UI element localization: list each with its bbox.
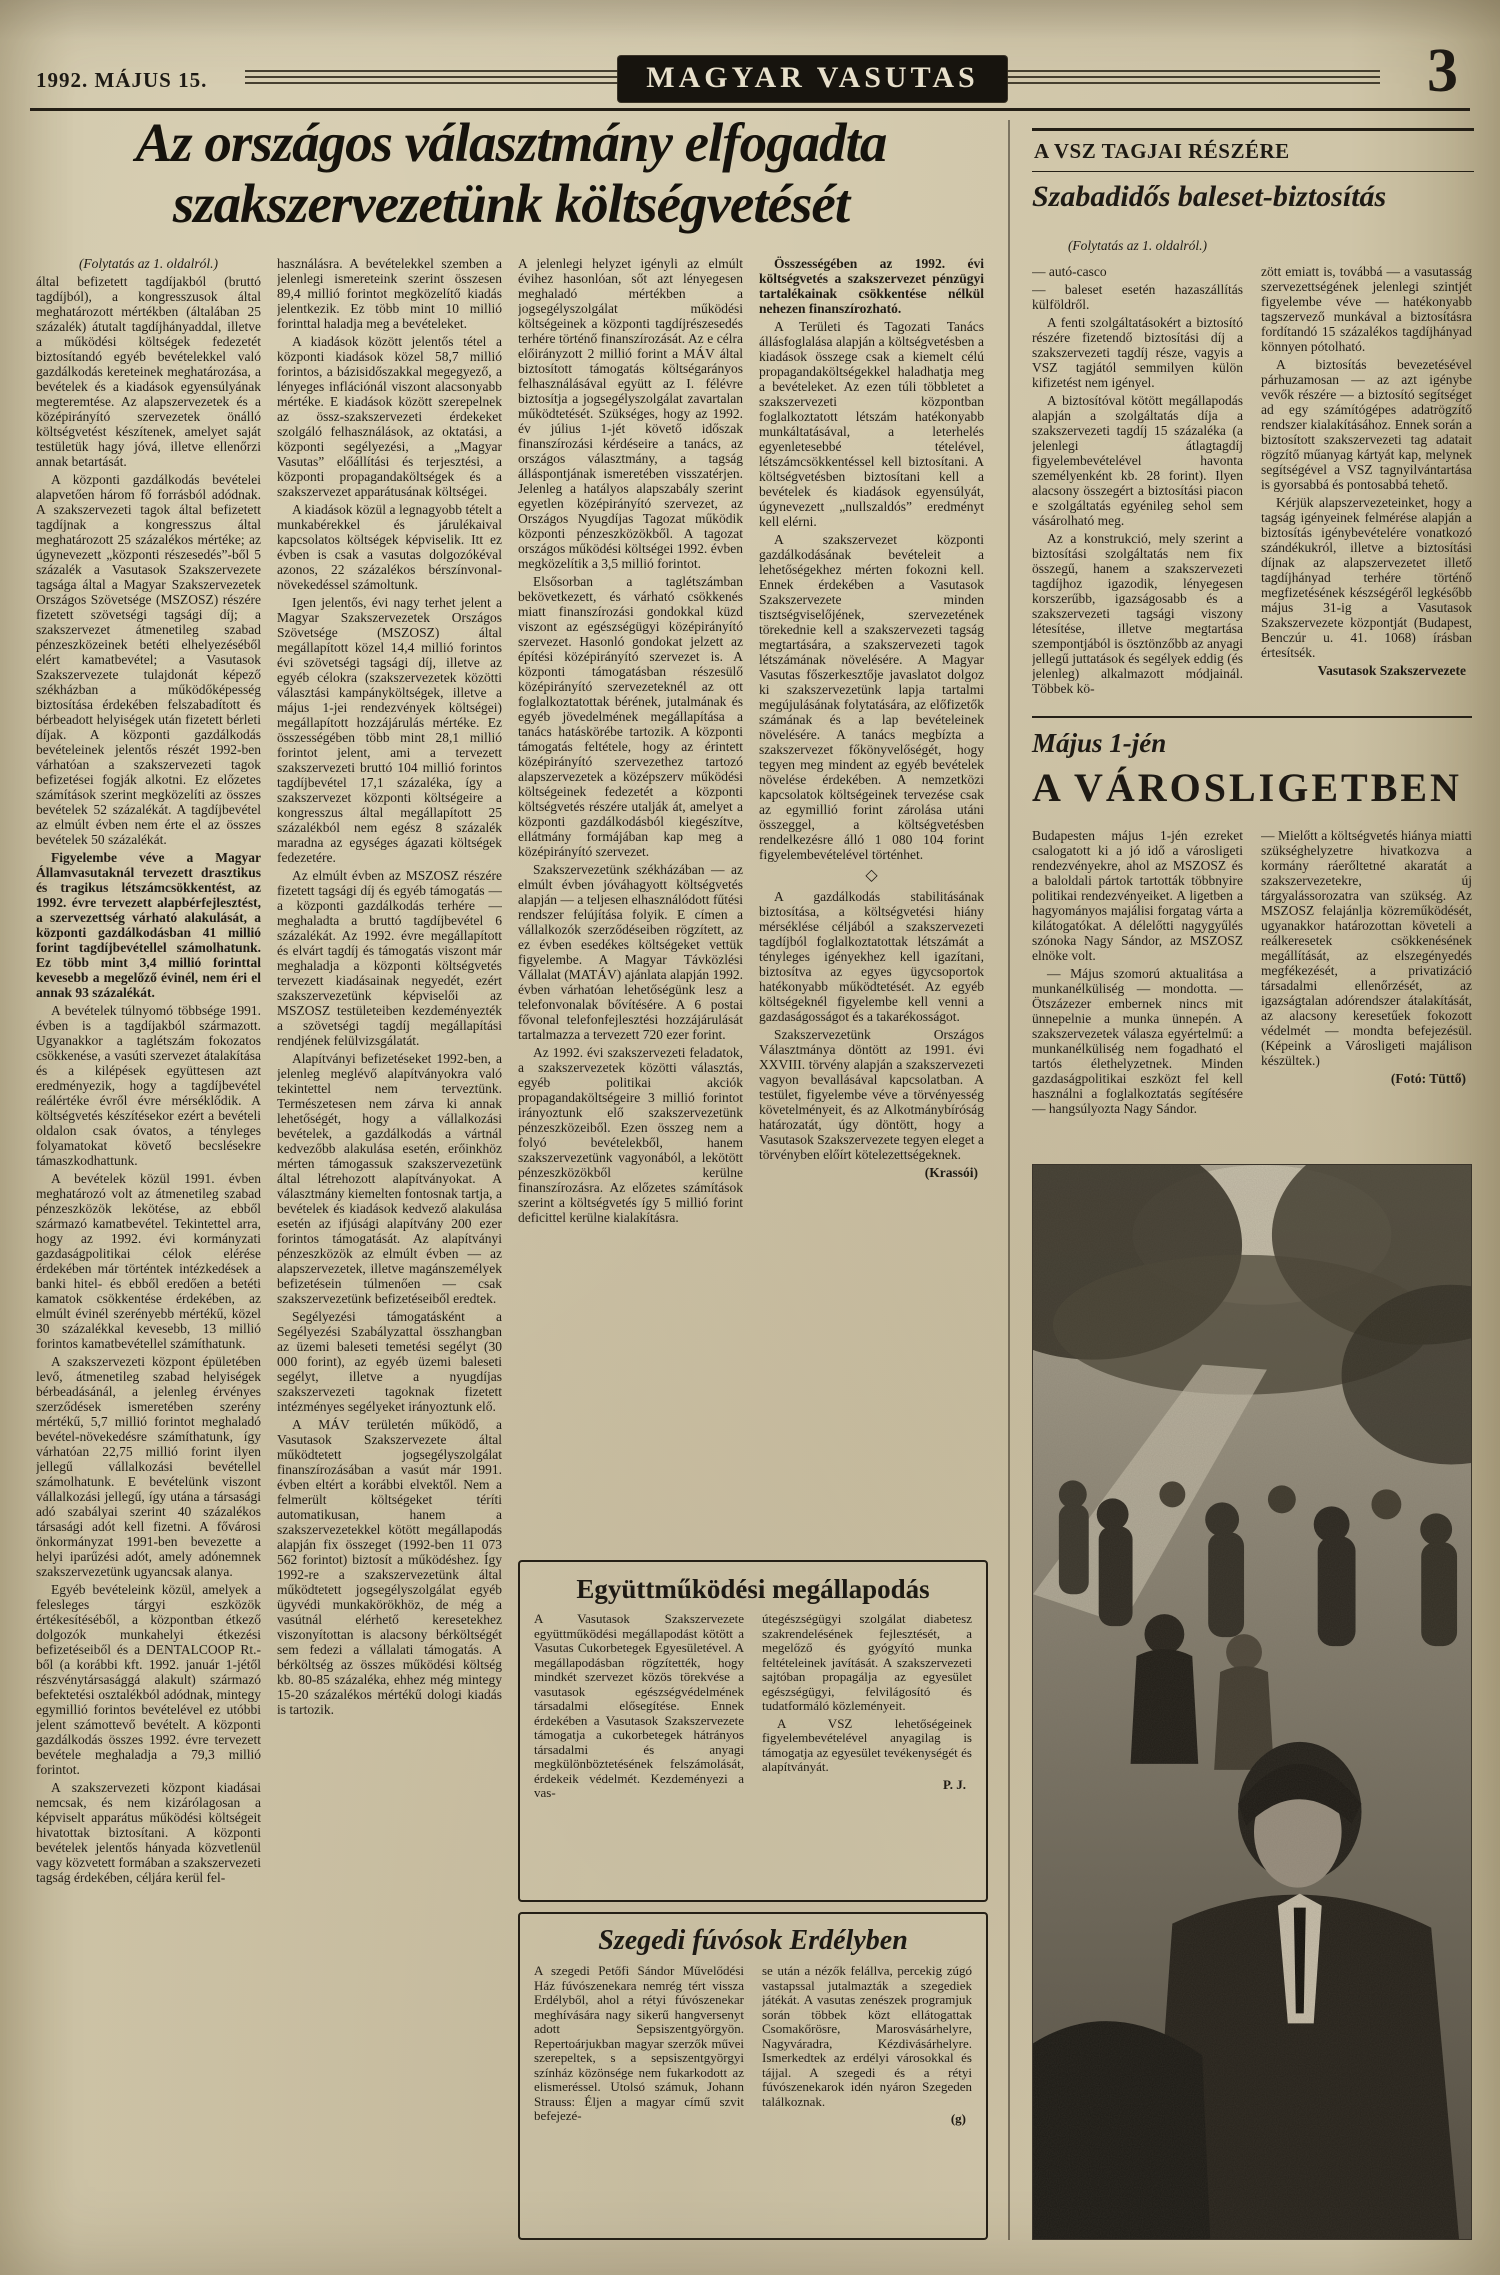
mayday-column-2 — [1261, 828, 1472, 1154]
paragraph: A bevételek túlnyomó többsége 1991. évben is a tagdíjakból származott. Ugyanakkor a taglétszám fokozatos csökkenése, a vasúti szervezet átalakítása és a kilépések együttesen azt eredményezik, hogy a tagdíjbevétel reálértéke évről évre mérséklődik. A költségvetés készítésekor ezért a bevételi oldalon csak óvatos, a tényleges folyamatokat követő becslésekre támaszkodhattunk. — [36, 1003, 261, 1168]
paragraph: Az 1992. évi szakszervezeti feladatok, a szakszervezetek közötti választás, egyéb politikai akciók propagandaköltségeire 3 millió forintot irányoztunk elő szakszervezetünk pénzeszközeiből. Ezen összeg nem a folyó bevételekből, hanem szakszervezetünk vagyonából, a lekötött pénzeszközökből kerülne finanszírozásra. Az előzetes számítások szerint a költségvetés így 5 millió forint deficittel kerülne kialakításra. — [518, 1045, 743, 1225]
szeged-headline: Szegedi fúvósok Erdélyben — [598, 1925, 908, 1956]
paragraph: Alapítványi befizetéseket 1992-ben, a jelenleg meglévő alapítványokra való tekintettel nem terveztünk. Természetesen nem zárva ki annak lehetőségét, hogy a vállalkozási bevételek, a gazdálkodás a vártnál kedvezőbb alakulása esetén, erőinkhöz mérten támogassuk szakszervezetünk által létrehozott alapítványokat. A választmány kiemelten fontosnak tartja, a bevételek és kiadások kedvező alakulása esetén az ifjúsági alapítvány 200 ezer forintos támogatását. Az alapítványi pénzeszközök az elmúlt évben — az alapszervezetek, illetve magánszemélyek befizetésein túlmenően — csak szakszervezetünk befizetéseiből eredtek. — [277, 1051, 502, 1306]
majalis-photo — [1032, 1164, 1472, 2240]
paragraph: Segélyezési támogatásként a Segélyezési Szabályzattal összhangban az üzemi baleseti temetési segélyt (30 000 forint), az egyéb üzemi baleseti segélyt, illetve a nyugdíjas szakszervezeti tagoknak fizetett intézményes segélyeket irányoztunk elő. — [277, 1309, 502, 1414]
cooperation-article-box — [518, 1560, 988, 1902]
photo-image — [1033, 1165, 1471, 2239]
paragraph: A szakszervezet központi gazdálkodásának bevételeit a lehetőségekhez mérten fokozni kell. Ennek érdekében a Vasutasok Szakszervezete minden tisztségviselőjének, szervezetének törekednie kell a szakszervezeti tagság megtartására, a szakszervezeti tagok létszámának növelésére. A Magyar Vasutas főszerkesztője javaslatot dolgoz ki szakszervezetünk lapja tartalmi megújulásának folytatására, az előfizetők számának és a lap bevételeinek növelésére. A tanács megbízta a szakszervezet főkönyvelőségét, hogy tegyen meg mindent az egyéb bevételek növelése érdekében. A nemzetközi kapcsolatok költségeinek tervezése csak az egymillió forint zárolása utáni összeggel, a költségvetésben rendelkezésre álló 1 080 104 forint figyelembevételével történhet. — [759, 532, 984, 862]
masthead-title: MAGYAR VASUTAS — [618, 56, 1006, 102]
paragraph: A MÁV területén működő, a Vasutasok Szakszervezete által működtetett jogsegélyszolgálat finanszírozásában a vasút már 1991. évben eltért a korábbi elvektől. Nem a felmerült költségeket téríti automatikusan, hanem a szakszervezetekkel kötött megállapodás alapján fix összeget (1992-ben 11 073 562 forintot) biztosít a működéshez. Így 1992-re a szakszervezetünk által működtetett jogsegélyszolgálat egyéb ügyvédi munkakörökhöz, de még a vasútnál elérhető keresetekhez viszonyítottan is alacsony bérköltségét sem fedezi a vállalati támogatás. A bérköltség az összes működési költség kb. 80-85 százaléka, ehhez még mintegy 15-20 százalékos mértékű dologi kiadás is tartozik. — [277, 1417, 502, 1717]
cooperation-col-1 — [534, 1612, 744, 1804]
szeged-article-box — [518, 1912, 988, 2240]
paragraph: A VSZ lehetőségeinek figyelembevételével anyagilag is támogatja az egyesület tevékenységét és alapítványát. — [762, 1715, 972, 1774]
main-article-column-4 — [759, 256, 984, 1548]
cooperation-col-2 — [762, 1612, 972, 1795]
continuation-note: (Folytatás az 1. oldalról.) — [78, 256, 219, 271]
mayday-headline: A VÁROSLIGETBEN — [1032, 765, 1462, 810]
sidebar-section-rule — [1032, 716, 1472, 718]
paragraph: A szakszervezeti központ kiadásai nemcsak, és nem kizárólagosan a képviselt apparátus működési költségeit hivatottak biztosítani. A központi bevételek jelentős hányada közvetlenül vagy közvetett formában a szakszervezeti tagság érdekében, céljára kerül fel- — [36, 1780, 261, 1885]
paragraph: — Május szomorú aktualitása a munkanélküliség — mondotta. — Ötszázezer embernek nincs mit ünnepelnie a munka ünnepén. A szakszervezetek válasza egyértelmű: a munkanélküliség nem fogadható el tartós élethelyzetnek. Minden gazdaságpolitikai eszközt fel kell használni a foglalkoztatás segítésére — hangsúlyozta Nagy Sándor. — [1032, 966, 1243, 1116]
insurance-continuation-note: (Folytatás az 1. oldalról.) — [1067, 238, 1208, 253]
paragraph: ◇ — [865, 867, 878, 884]
paragraph: Igen jelentős, évi nagy terhet jelent a Magyar Szakszervezetek Országos Szövetsége (MSZOSZ) által megállapított közel 14,4 millió forintos évi szövetségi tagsági díj, illetve az egyéb célokra (szakszervezetek közötti választási kampányköltségek, illetve a május 1-jei rendezvények költségei) megállapított hozzájárulás mértéke. Ez összességében több mint 28,1 millió forintot jelent, ami a tervezett szakszervezeti bruttó 104 millió forintos tagdíjbevétel 17,1 százaléka, így a szakszervezet központi költségeire a kongresszus által megállapított 25 százalékból nem egész 8 százalék maradna az egységes ágazati költségek fedezetére. — [277, 595, 502, 865]
paragraph: A szegedi Petőfi Sándor Művelődési Ház fúvószenekara nemrég tért vissza Erdélyből, ahol a rétyi fúvószenekar meghívására nagy sikerű hangversenyt adott Sepsiszentgyörgyön. Repertoárjukban magyar szerzők művei szerepeltek, s a sepsiszentgyörgyi színház közönsége nem fukarkodott az elismeréssel. Utolsó számuk, Johann Strauss: Éljen a magyar című szvit befejezé- — [534, 1964, 744, 2123]
paragraph: (Krassói) — [924, 1165, 978, 1180]
paragraph: használásra. A bevételekkel szemben a jelenlegi ismereteink szerint összesen 89,4 millió forintot megközelítő kiadás jelentkezik. Ez több mint 10 millió forinttal haladja meg a bevételeket. — [277, 256, 502, 331]
main-article-column-1 — [36, 256, 261, 2238]
paragraph: Vasutasok Szakszervezete — [1317, 663, 1466, 678]
paragraph: A központi gazdálkodás bevételei alapvetően három fő forrásból adódnak. A szakszervezeti tagok által befizetett tagdíjnak a kongresszus által meghatározott 25 százalékos mértéke; az úgynevezett „központi részesedés”-ből 5 százalék a Vasutasok Szakszervezete tagsága által a Magyar Szakszervezetek Országos Szövetsége (MSZOSZ) részére fizetett szövetségi tagsági díj; a szakszervezet átmenetileg szabad pénzeszközeinek betéti elhelyezéséből elért kamatbevétel; a Vasutasok Szakszervezete tulajdonát képező székházban a működőképesség biztosítása érdekében felszabadított és bérbeadott helyiségek után fizetett bérleti díjak. A központi gazdálkodás bevételeinek jelentős részét 1992-ben várhatóan a szakszervezeti tagok befizetései fogják alkotni. Ez előzetes számítások szerint megközelíti az összes bevételek 52 százalékát. A tagdíjbevétel az elmúlt évben nem érte el az összes bevételek 50 százalékát. — [36, 472, 261, 847]
main-headline-line-2: szakszervezetünk költségvetését — [172, 173, 850, 234]
paragraph: — baleset esetén hazaszállítás külföldről. — [1032, 282, 1243, 312]
paragraph: útegészségügyi szolgálat diabetesz szakrendelésének fejlesztését, a megelőző és gyógyító munka feltételeinek javítását. A szakszervezeti sajtóban propagálja az egyesület egészségügyi, felvilágosító és tudatformáló közleményeit. — [762, 1612, 972, 1713]
paragraph: A fenti szolgáltatásokért a biztosító részére fizetendő biztosítási díj a szakszervezeti tagdíj része, vagyis a VSZ tagjától semmilyen külön kifizetést nem igényel. — [1032, 315, 1243, 390]
cooperation-headline: Együttműködési megállapodás — [576, 1574, 930, 1604]
masthead-rule-right — [1007, 70, 1380, 88]
mayday-column-1 — [1032, 828, 1243, 1154]
vsz-kicker: A VSZ TAGJAI RÉSZÉRE — [1032, 128, 1474, 172]
paragraph: A szakszervezeti központ épületében levő, átmenetileg szabad helyiségek bérbeadásánál, a jelenleg érvényes szerződések ismeretében szerény mértékű, 5,7 millió forintot meghaladó bevétel-növekedésre számíthatunk, így várhatóan 22,75 millió forint ilyen jellegű vállalkozási bevétellel számolhatunk. E bevételünk viszont vállalkozási jellegű, így utána a társasági adó szabályai szerint 40 százalékos társasági adót kell fizetni. A fővárosi önkormányzat 1991-ben bevezette a helyi iparűzési adót, amely adónemnek szakszervezetünk ugyancsak alanya. — [36, 1354, 261, 1579]
main-headline-line-1: Az országos választmány elfogadta — [135, 112, 887, 173]
paragraph: Figyelembe véve a Magyar Államvasutaknál tervezett drasztikus és tragikus létszámcsökkentést, az 1992. évre tervezett alapbérfejlesztést, a szervezettség várható alakulását, a központi gazdálkodásban 41 millió forint tagdíjbevétellel számolhatunk. Ez több mint 3,4 millió forinttal kevesebb a megelőző évinél, nem éri el annak 93 százalékát. — [36, 850, 261, 1000]
paragraph: A Vasutasok Szakszervezete együttműködési megállapodást kötött a Vasutas Cukorbetegek Egyesületével. A megállapodásban rögzítették, hogy mindkét szervezet közös törekvése a vasutasok egészségvédelmének társadalmi elősegítése. Ennek érdekében a Vasutasok Szakszervezete támogatja a cukorbetegek hátrányos társadalmi és anyagi megkülönböztetésének felszámolását, érdekeik védelmét. Kezdeményezi a vas- — [534, 1612, 744, 1800]
main-headline — [36, 112, 986, 234]
main-article-col1-text — [36, 274, 261, 1885]
paragraph: A bevételek közül 1991. évben meghatározó volt az átmenetileg szabad pénzeszközök lekötése, az ebből származó kamatbevétel. Tekintettel arra, hogy az 1992. évi kormányzati gazdaságpolitikai célok elérése érdekében már történtek intézkedések a banki hitel- és ebből eredően a betéti kamatok csökkentése érdekében, az elmúlt évinél szerényebb mértékű, közel 30 százalékkal kevesebb, 13 millió forintos kamatbevétellel számíthatunk. — [36, 1171, 261, 1351]
paragraph: A Területi és Tagozati Tanács állásfoglalása alapján a költségvetésben a kiadások összege csak a kiemelt célú propagandaköltségekkel haladhatja meg a bevételeket. Az ezen túli többletet a szakszervezeti központban foglalkoztatott létszám hatékonyabb munkáltatásával, a leterhelés egyenletesebbé tételével, létszámcsökkentéssel kell biztosítani. A költségvetésben biztosítani kell a bevételek és kiadások egyensúlyát, úgynevezett „nullszaldós” eredményt kell elérni. — [759, 319, 984, 529]
paragraph: (g) — [950, 2111, 966, 2126]
paragraph: A gazdálkodás stabilitásának biztosítása, a költségvetési hiány mérséklése céljából a szakszervezeti tagdíjból foglalkoztatottak létszámát a tényleges igényekhez kell igazítani, biztosítva az egyes ügycsoportok hatékonyabb működtetését. Az egyéb költségeknél figyelembe kell venni a gazdaságosságot és a takarékosságot. — [759, 889, 984, 1024]
paragraph: Az a konstrukció, mely szerint a biztosítási szolgáltatás nem fix összegű, hanem a szakszervezeti tagdíjhoz igazodik, lényegesen korszerűbb, igazságosabb és a szakszervezeti tagsági viszony létesítése, illetve megtartása szempontjából is ösztönzőbb az anyagi jellegű juttatások és segélyek eddig (és jelenleg) alkalmazott módjainál. Többek kö- — [1032, 531, 1243, 696]
paragraph: Szakszervezetünk székházában — az elmúlt évben jóváhagyott költségvetés alapján — a teljesen elhasználódott fűtési rendszer felújítása folyik. E címen a vállalkozók szerződéseiben rögzített, az ez évben esedékes költségeket vettük figyelembe. A Magyar Távközlési Vállalat (MATÁV) ajánlata alapján 1992. évben várhatóan lehetőségünk lesz a telefonvonalak bővítésére. A 6 postai fővonal telefonfejlesztési hozzájárulását tartalmazza a tervezett 720 ezer forint. — [518, 862, 743, 1042]
paragraph: A kiadások közül a legnagyobb tételt a munkabérekkel és járulékaival kapcsolatos költségek képviselik. Itt ez évben is csak a vasutas dolgozókéval azonos, 22 százalékos bérszínvonal-növekedéssel számoltunk. — [277, 502, 502, 592]
paragraph: A biztosítás bevezetésével párhuzamosan — az azt igénybe vevők részére — a biztosító segítséget ad egy számítógépes adatrögzítő rendszer kialakításához. Ennek során a biztosított szakszervezeti tag adatait rögzítő műanyag kártyát kap, melynek segítségével a VSZ tagnyilvántartása is gyorsabbá és pontosabbá tehető. — [1261, 357, 1472, 492]
paragraph: A jelenlegi helyzet igényli az elmúlt évihez hasonlóan, sőt azt lényegesen meghaladó mértékben a jogsegélyszolgálat működési költségeinek a központi tagdíjrészesedés terhére történő finanszírozását. Az e célra előirányzott 2 millió forint a MÁV által biztosított támogatás költségarányos felhasználásával együtt az I. félévre biztosítja a jogsegélyszolgálat zavartalan működtetését. Szükséges, hogy az 1992. év július 1-jét követő időszak finanszírozási kérdéseire a tanács, az országos választmány, a tagság álláspontjának ismeretében visszatérjen. Jelenleg a hatályos alapszabály szerint egyetlen középirányító szervezet, az Országos Nyugdíjas Tagozat működik központi pénzeszközökből. A tagozat országos működési költségei 1992. évben megközelítik a 3,5 millió forintot. — [518, 256, 743, 571]
paragraph: által befizetett tagdíjakból (bruttó tagdíjból), a kongresszusok által meghatározott mértékben (általában 25 százalék) átutalt tagdíjhányaddal, illetve a működési költségek fedezetét biztosítandó egyéb bevételekkel való gazdálkodás kereteinek meghatározása, a bevételek és a kiadások egyensúlyának megteremtése. Az alapszervezetek és a középirányító szervezetek önálló költségvetést készítenek, amelyet saját testületük hagy jóvá, illetve ellenőrzi annak betartását. — [36, 274, 261, 469]
masthead-rule-left — [245, 70, 618, 88]
header-rule — [30, 108, 1470, 111]
paragraph: Egyéb bevételeink közül, amelyek a felesleges tárgyi eszközök értékesítéséből, a központban étkező dolgozók munkahelyi étkezési befizetéseiből és a DENTALCOOP Rt.-ből (a korábbi kft. 1992. január 1-jétől részvénytársasággá alakult) származó befektetési osztalékból adódnak, mintegy egymillió forintos bevételével ez utóbbi jelent számottevő bevételt. A központi gazdálkodás összes 1992. évre tervezett bevétele meghaladja a 79,3 millió forintot. — [36, 1582, 261, 1777]
mayday-kicker: Május 1-jén — [1032, 728, 1167, 758]
main-article-column-3 — [518, 256, 743, 1548]
masthead — [245, 56, 1380, 102]
paragraph: zött emiatt is, továbbá — a vasutasság szervezettségének jelenlegi szintjét figyelembe véve — hatékonyabb tagszervező munkával a biztosításra fordítandó 15 százalékos tagdíjhányad könnyen pótolható. — [1261, 264, 1472, 354]
paragraph: Kérjük alapszervezeteinket, hogy a tagság igényeinek felmérése alapján a biztosítás igénybevételére vonatkozó szándékukról, illetve a biztosítási díjnak az alapszervezetet illető tagdíjhányad terhére történő megfizetésének készségéről legkésőbb május 31-ig a Vasutasok Szakszervezete központját (Budapest, Benczúr u. 41. 1068) írásban értesítsék. — [1261, 495, 1472, 660]
paragraph: P. J. — [943, 1776, 966, 1792]
paragraph: — autó-casco — [1032, 264, 1107, 279]
paragraph: A biztosítóval kötött megállapodás alapján a szolgáltatás díja a szakszervezeti tagdíj 15 százaléka (a jelenlegi átlagtagdíj figyelembevételével havonta személyenként kb. 28 forint). Ilyen alacsony összegért a biztosítási piacon e szolgáltatás egyénileg sehol sem vásárolható meg. — [1032, 393, 1243, 528]
paragraph: Szakszervezetünk Országos Választmánya döntött az 1991. évi XXVIII. törvény alapján a szakszervezeti vagyon bevallásával kapcsolatban. A testület, figyelembe véve a törvényesség követelményeit, és az Alkotmánybíróság határozatát, úgy döntött, hogy a Vasutasok Szakszervezete tegyen eleget a törvényben előírt kötelezettségeknek. — [759, 1027, 984, 1162]
page-number: 3 — [1427, 37, 1458, 105]
paragraph: se után a nézők felállva, percekig zúgó vastapssal jutalmazták a szegediek játékát. A vasutas zenészek programjuk során többek közt ellátogattak Csomakőrösre, Marosvásárhelyre, Nagyváradra, Kézdivásárhelyre. Ismerkedtek az erdélyi városokkal és tájjal. A szegedi és a rétyi fúvószenekarok idén nyáron Szegeden találkoznak. — [762, 1964, 972, 2109]
insurance-column-2 — [1261, 264, 1472, 716]
paragraph: (Fotó: Tüttő) — [1390, 1071, 1466, 1086]
paragraph: Az elmúlt évben az MSZOSZ részére fizetett tagsági díj és egyéb támogatás — a központi gazdálkodás terhére — meghaladta a bruttó tagdíjbevétel 6 százalékát. Az 1992. évre megállapított és elvárt tagdíj és támogatás viszont már meghaladja a központi költségvetés tervezett kiadásainak negyedét, ezért szakszervezetünk képviselői az MSZOSZ testületeiben kezdeményezték a szövetségi tagdíj megállapítási rendjének felülvizsgálatát. — [277, 868, 502, 1048]
paragraph: Budapesten május 1-jén ezreket csalogatott ki a jó idő a városligeti rendezvényekre, ahol az MSZOSZ és a baloldali pártok tartották többnyire politikai rendezvényeiket. A ligetben a hagyományos majálisi forgatag várta a kilátogatókat. A délelőtti nagygyűlés szónoka Nagy Sándor, az MSZOSZ elnöke volt. — [1032, 828, 1243, 963]
paragraph: Összességében az 1992. évi költségvetés a szakszervezet pénzügyi tartalékainak csökkentése nélkül nehezen finanszírozható. — [759, 256, 984, 316]
paragraph: Elsősorban a taglétszámban bekövetkezett, és várható csökkenés miatt finanszírozási gondokkal küzd viszont az egészségügyi középirányító szervezet. Hasonló gondokat jelzett az építési középirányító szervezet is. A központi támogatásban részesülő középirányító szervezeteknél az ott foglalkoztatottak bérének, jutalmának és egyéb jövedelmének megállapítása a tanács hatáskörébe tartozik. A központi támogatás feltétele, hogy az érintett középirányító szervezethez tartozó alapszervezetek a középszerv működési költségeinek fedezetét a központi költségvetés részére utalják át, amelyet a központi gazdálkodásból kiegészítve, ellátmány formájában kap meg a középirányító szervezet. — [518, 574, 743, 859]
szeged-col-1 — [534, 1964, 744, 2127]
paragraph: A kiadások között jelentős tétel a központi kiadások közel 58,7 millió forintos, a bázisidőszakkal megegyező, a lényeges inflációnál viszont alacsonyabb mértéke. E kiadások között szerepelnek az össz-szakszervezeti érdekeket szolgáló felhasználások, az oktatási, a központi segélyezési, a „Magyar Vasutas” előállítási és terjesztési, a központi propagandaköltségek és a szakszervezet apparátusának költségei. — [277, 334, 502, 499]
sidebar-divider-rule — [1008, 120, 1010, 2240]
main-article-column-2 — [277, 256, 502, 2238]
insurance-column-1 — [1032, 264, 1243, 716]
paragraph: — Mielőtt a költségvetés hiánya miatti szükséghelyzetre hivatkozva a kormány ráerőltetné akaratát a szakszervezetekre, új tárgyalássorozatra van szükség. Az MSZOSZ felajánlja közreműködését, ugyanakkor határozottan követeli a reálkeresetek csökkenésének megállítását, az elszegényedés megfékezését, a privatizáció társadalmi ellenőrzését, az igazságtalan adórendszer átalakítását, az alacsony keresetűek fokozott védelmét — mondta befejezésül. (Képeink a Városligeti majálison készültek.) — [1261, 828, 1472, 1068]
insurance-headline: Szabadidős baleset-biztosítás — [1032, 180, 1387, 213]
issue-date: 1992. MÁJUS 15. — [36, 68, 208, 92]
szeged-col-2 — [762, 1964, 972, 2130]
